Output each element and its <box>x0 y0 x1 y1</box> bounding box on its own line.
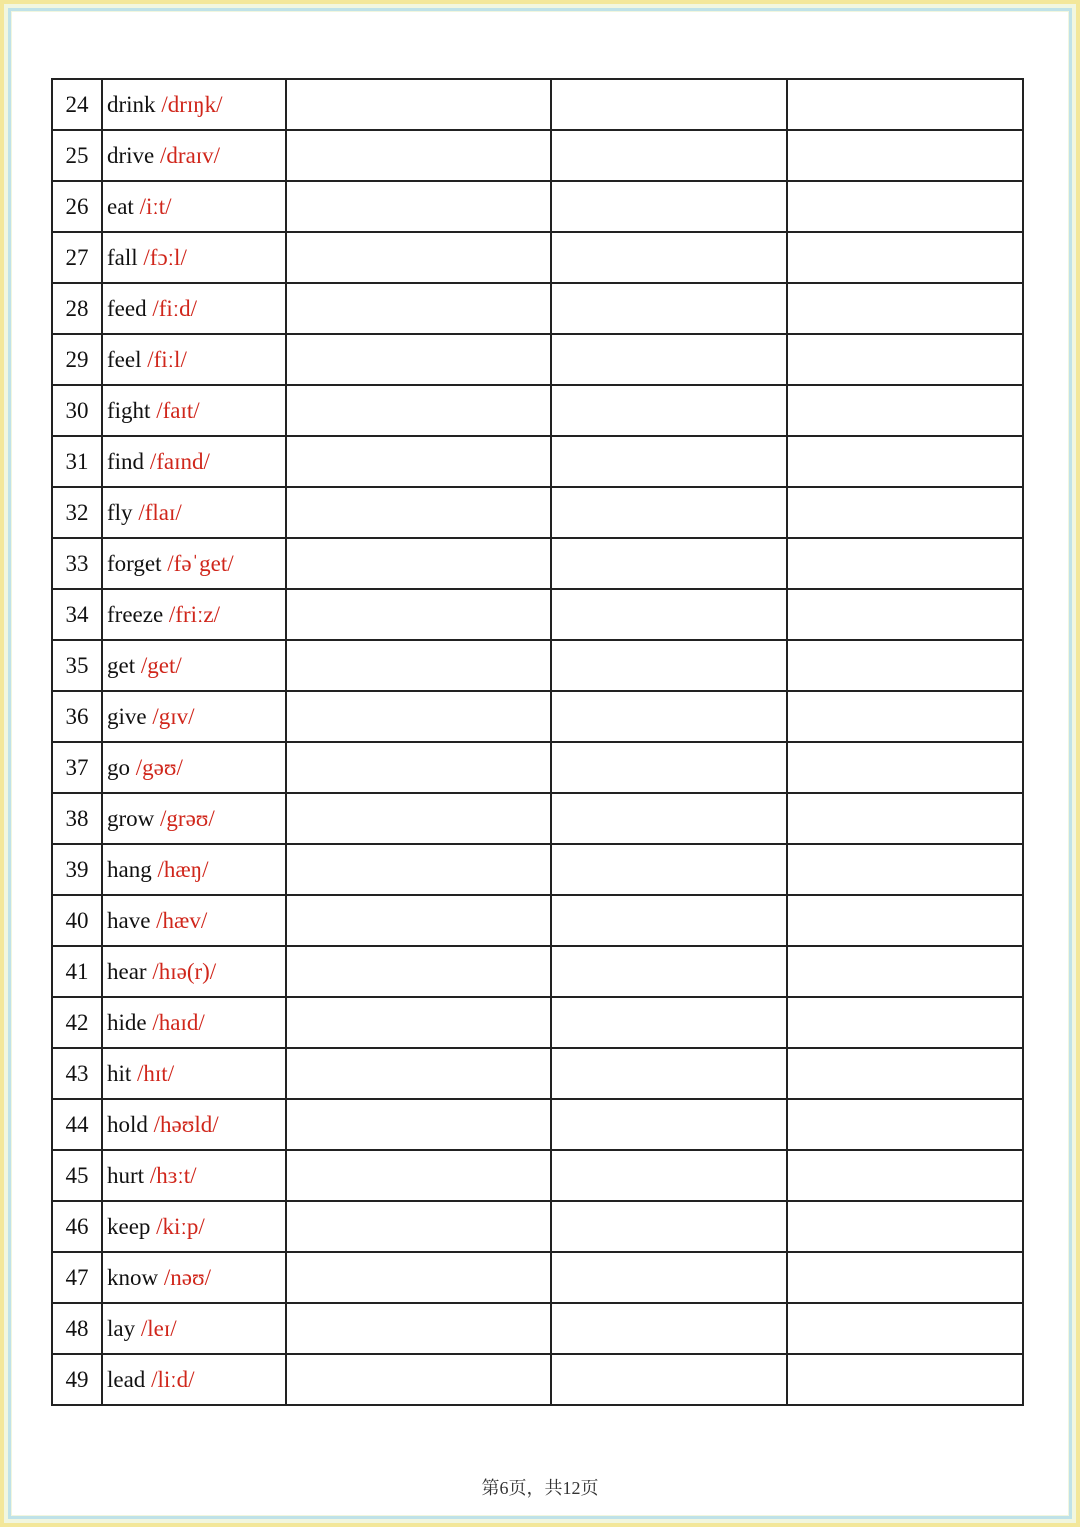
word-text: keep <box>107 1213 151 1239</box>
blank-answer-cell-3 <box>787 1201 1023 1252</box>
table-row <box>52 640 1023 691</box>
table-row <box>52 232 1023 283</box>
word-text: forget <box>107 550 162 576</box>
blank-answer-cell-3 <box>787 946 1023 997</box>
blank-answer-cell-1 <box>286 283 551 334</box>
phonetic-text: /fiːl/ <box>147 346 187 372</box>
word-text: drive <box>107 142 155 168</box>
table-row <box>52 1150 1023 1201</box>
blank-answer-cell-2 <box>551 232 787 283</box>
blank-answer-cell-1 <box>286 793 551 844</box>
blank-answer-cell-2 <box>551 1048 787 1099</box>
word-text: lay <box>107 1315 136 1341</box>
blank-answer-cell-3 <box>787 538 1023 589</box>
phonetic-text: /fiːd/ <box>152 295 198 321</box>
word-cell <box>102 997 286 1048</box>
blank-answer-cell-3 <box>787 334 1023 385</box>
word-cell <box>102 436 286 487</box>
word-text: hang <box>107 856 152 882</box>
blank-answer-cell-3 <box>787 283 1023 334</box>
blank-answer-cell-2 <box>551 793 787 844</box>
row-number: 28 <box>52 283 102 334</box>
blank-answer-cell-1 <box>286 844 551 895</box>
word-cell <box>102 487 286 538</box>
blank-answer-cell-2 <box>551 946 787 997</box>
word-cell <box>102 232 286 283</box>
word-cell <box>102 640 286 691</box>
word-cell <box>102 334 286 385</box>
row-number: 25 <box>52 130 102 181</box>
word-cell <box>102 538 286 589</box>
phonetic-text: /hɜːt/ <box>149 1162 197 1188</box>
word-cell <box>102 946 286 997</box>
phonetic-text: /friːz/ <box>168 601 220 627</box>
table-row <box>52 1048 1023 1099</box>
row-number: 34 <box>52 589 102 640</box>
table-row <box>52 946 1023 997</box>
blank-answer-cell-1 <box>286 589 551 640</box>
phonetic-text: /hɪə(r)/ <box>152 958 217 984</box>
phonetic-text: /hæv/ <box>156 907 208 933</box>
phonetic-text: /draɪv/ <box>160 142 221 168</box>
table-row <box>52 385 1023 436</box>
row-number: 32 <box>52 487 102 538</box>
row-number: 44 <box>52 1099 102 1150</box>
table-row <box>52 895 1023 946</box>
word-cell <box>102 844 286 895</box>
row-number: 30 <box>52 385 102 436</box>
word-cell <box>102 181 286 232</box>
word-cell <box>102 1303 286 1354</box>
blank-answer-cell-3 <box>787 793 1023 844</box>
blank-answer-cell-2 <box>551 742 787 793</box>
row-number: 27 <box>52 232 102 283</box>
blank-answer-cell-2 <box>551 1354 787 1405</box>
blank-answer-cell-3 <box>787 640 1023 691</box>
word-cell <box>102 130 286 181</box>
phonetic-text: /faɪnd/ <box>149 448 210 474</box>
blank-answer-cell-3 <box>787 895 1023 946</box>
blank-answer-cell-1 <box>286 487 551 538</box>
row-number: 24 <box>52 79 102 130</box>
table-row <box>52 181 1023 232</box>
table-row <box>52 334 1023 385</box>
blank-answer-cell-1 <box>286 130 551 181</box>
phonetic-text: /nəʊ/ <box>163 1264 211 1290</box>
word-text: hold <box>107 1111 148 1137</box>
row-number: 45 <box>52 1150 102 1201</box>
blank-answer-cell-1 <box>286 691 551 742</box>
word-cell <box>102 385 286 436</box>
blank-answer-cell-3 <box>787 1354 1023 1405</box>
table-row <box>52 997 1023 1048</box>
table-row <box>52 1099 1023 1150</box>
blank-answer-cell-3 <box>787 1252 1023 1303</box>
word-text: drink <box>107 91 156 117</box>
row-number: 38 <box>52 793 102 844</box>
row-number: 31 <box>52 436 102 487</box>
blank-answer-cell-2 <box>551 487 787 538</box>
blank-answer-cell-1 <box>286 895 551 946</box>
word-cell <box>102 742 286 793</box>
blank-answer-cell-3 <box>787 487 1023 538</box>
word-text: feel <box>107 346 142 372</box>
phonetic-text: /fɔːl/ <box>143 244 187 270</box>
row-number: 39 <box>52 844 102 895</box>
vocab-table <box>51 78 1024 1406</box>
blank-answer-cell-3 <box>787 844 1023 895</box>
row-number: 46 <box>52 1201 102 1252</box>
blank-answer-cell-1 <box>286 640 551 691</box>
word-cell <box>102 895 286 946</box>
table-row <box>52 589 1023 640</box>
phonetic-text: /iːt/ <box>139 193 172 219</box>
word-cell <box>102 283 286 334</box>
blank-answer-cell-1 <box>286 1201 551 1252</box>
word-text: lead <box>107 1366 146 1392</box>
phonetic-text: /fəˈget/ <box>167 550 234 576</box>
row-number: 42 <box>52 997 102 1048</box>
blank-answer-cell-2 <box>551 1201 787 1252</box>
blank-answer-cell-1 <box>286 1048 551 1099</box>
word-text: grow <box>107 805 155 831</box>
blank-answer-cell-1 <box>286 385 551 436</box>
blank-answer-cell-1 <box>286 181 551 232</box>
blank-answer-cell-1 <box>286 742 551 793</box>
table-row <box>52 283 1023 334</box>
row-number: 41 <box>52 946 102 997</box>
word-text: give <box>107 703 147 729</box>
word-cell <box>102 1201 286 1252</box>
table-row <box>52 1354 1023 1405</box>
phonetic-text: /gəʊ/ <box>135 754 183 780</box>
blank-answer-cell-2 <box>551 1252 787 1303</box>
blank-answer-cell-2 <box>551 385 787 436</box>
phonetic-text: /flaɪ/ <box>138 499 182 525</box>
row-number: 36 <box>52 691 102 742</box>
blank-answer-cell-2 <box>551 691 787 742</box>
word-text: eat <box>107 193 134 219</box>
blank-answer-cell-2 <box>551 334 787 385</box>
blank-answer-cell-3 <box>787 1150 1023 1201</box>
blank-answer-cell-1 <box>286 1354 551 1405</box>
row-number: 37 <box>52 742 102 793</box>
table-row <box>52 130 1023 181</box>
table-row <box>52 487 1023 538</box>
word-cell <box>102 1354 286 1405</box>
blank-answer-cell-1 <box>286 1150 551 1201</box>
blank-answer-cell-3 <box>787 742 1023 793</box>
table-row <box>52 1252 1023 1303</box>
table-row <box>52 844 1023 895</box>
phonetic-text: /drɪŋk/ <box>161 91 223 117</box>
blank-answer-cell-3 <box>787 1048 1023 1099</box>
page-footer: 第6页，共12页 <box>481 1478 599 1498</box>
blank-answer-cell-2 <box>551 436 787 487</box>
word-text: fly <box>107 499 133 525</box>
phonetic-text: /hæŋ/ <box>157 856 209 882</box>
phonetic-text: /hɪt/ <box>137 1060 175 1086</box>
blank-answer-cell-1 <box>286 538 551 589</box>
blank-answer-cell-2 <box>551 844 787 895</box>
row-number: 49 <box>52 1354 102 1405</box>
word-text: get <box>107 652 136 678</box>
table-row <box>52 793 1023 844</box>
phonetic-text: /kiːp/ <box>156 1213 205 1239</box>
blank-answer-cell-2 <box>551 130 787 181</box>
word-text: feed <box>107 295 147 321</box>
row-number: 26 <box>52 181 102 232</box>
vocab-table-body <box>52 79 1023 1405</box>
blank-answer-cell-3 <box>787 1303 1023 1354</box>
word-text: fight <box>107 397 151 423</box>
word-cell <box>102 79 286 130</box>
blank-answer-cell-2 <box>551 640 787 691</box>
word-cell <box>102 1150 286 1201</box>
table-row <box>52 691 1023 742</box>
phonetic-text: /həʊld/ <box>153 1111 219 1137</box>
blank-answer-cell-2 <box>551 1303 787 1354</box>
blank-answer-cell-3 <box>787 130 1023 181</box>
blank-answer-cell-3 <box>787 232 1023 283</box>
word-text: have <box>107 907 151 933</box>
blank-answer-cell-2 <box>551 79 787 130</box>
table-row <box>52 1201 1023 1252</box>
blank-answer-cell-2 <box>551 895 787 946</box>
blank-answer-cell-1 <box>286 232 551 283</box>
blank-answer-cell-2 <box>551 283 787 334</box>
blank-answer-cell-3 <box>787 1099 1023 1150</box>
word-text: hurt <box>107 1162 145 1188</box>
table-row <box>52 79 1023 130</box>
word-text: freeze <box>107 601 164 627</box>
blank-answer-cell-1 <box>286 946 551 997</box>
table-row <box>52 538 1023 589</box>
word-cell <box>102 1099 286 1150</box>
row-number: 48 <box>52 1303 102 1354</box>
phonetic-text: /get/ <box>140 652 182 678</box>
table-row <box>52 1303 1023 1354</box>
table-row <box>52 742 1023 793</box>
word-cell <box>102 691 286 742</box>
word-text: hear <box>107 958 147 984</box>
phonetic-text: /faɪt/ <box>156 397 200 423</box>
blank-answer-cell-2 <box>551 538 787 589</box>
blank-answer-cell-2 <box>551 1099 787 1150</box>
word-text: fall <box>107 244 138 270</box>
phonetic-text: /haɪd/ <box>152 1009 205 1035</box>
blank-answer-cell-1 <box>286 79 551 130</box>
row-number: 40 <box>52 895 102 946</box>
word-text: know <box>107 1264 159 1290</box>
blank-answer-cell-3 <box>787 691 1023 742</box>
blank-answer-cell-2 <box>551 589 787 640</box>
blank-answer-cell-3 <box>787 589 1023 640</box>
row-number: 47 <box>52 1252 102 1303</box>
word-cell <box>102 793 286 844</box>
blank-answer-cell-2 <box>551 997 787 1048</box>
word-cell <box>102 1048 286 1099</box>
word-text: go <box>107 754 130 780</box>
blank-answer-cell-3 <box>787 436 1023 487</box>
blank-answer-cell-3 <box>787 997 1023 1048</box>
row-number: 35 <box>52 640 102 691</box>
blank-answer-cell-2 <box>551 1150 787 1201</box>
blank-answer-cell-2 <box>551 181 787 232</box>
blank-answer-cell-1 <box>286 997 551 1048</box>
table-row <box>52 436 1023 487</box>
blank-answer-cell-1 <box>286 334 551 385</box>
blank-answer-cell-1 <box>286 436 551 487</box>
blank-answer-cell-3 <box>787 79 1023 130</box>
phonetic-text: /grəʊ/ <box>160 805 215 831</box>
row-number: 29 <box>52 334 102 385</box>
row-number: 33 <box>52 538 102 589</box>
blank-answer-cell-1 <box>286 1303 551 1354</box>
row-number: 43 <box>52 1048 102 1099</box>
phonetic-text: /leɪ/ <box>140 1315 177 1341</box>
blank-answer-cell-3 <box>787 385 1023 436</box>
word-text: hide <box>107 1009 147 1035</box>
word-text: find <box>107 448 145 474</box>
blank-answer-cell-1 <box>286 1099 551 1150</box>
phonetic-text: /gɪv/ <box>152 703 195 729</box>
blank-answer-cell-1 <box>286 1252 551 1303</box>
word-cell <box>102 1252 286 1303</box>
blank-answer-cell-3 <box>787 181 1023 232</box>
word-cell <box>102 589 286 640</box>
word-text: hit <box>107 1060 132 1086</box>
phonetic-text: /liːd/ <box>151 1366 195 1392</box>
document-page <box>12 12 1068 1515</box>
